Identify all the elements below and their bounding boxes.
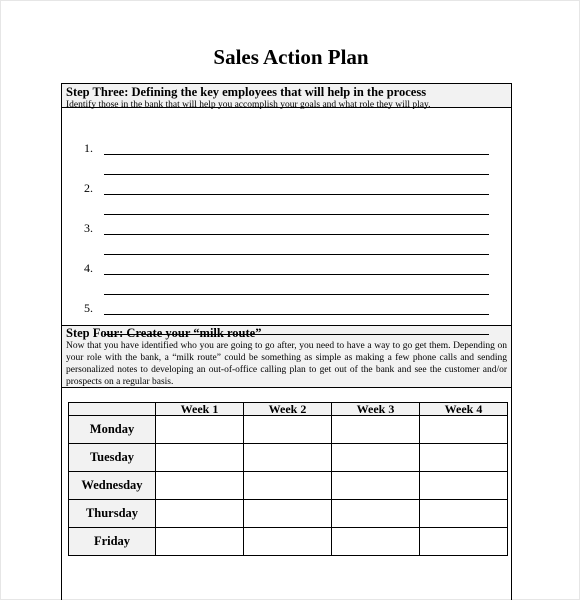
write-line[interactable] (104, 214, 489, 215)
step-three-header (62, 84, 511, 108)
write-line[interactable] (104, 194, 489, 195)
schedule-cell[interactable] (244, 444, 332, 472)
table-row (69, 500, 508, 528)
step-three-description: Identify those in the bank that will help you accomplish your goals and what role they will play. (66, 100, 431, 110)
line-number: 3. (84, 221, 93, 235)
corner-cell (69, 403, 156, 416)
schedule-cell[interactable] (156, 472, 244, 500)
schedule-cell[interactable] (244, 500, 332, 528)
column-header-week-2: Week 2 (244, 403, 332, 416)
table-row (69, 416, 508, 444)
schedule-cell[interactable] (156, 500, 244, 528)
employee-lines (62, 108, 511, 326)
row-label-tuesday: Tuesday (69, 444, 156, 472)
action-plan-form (61, 83, 512, 600)
table-header-row (69, 403, 508, 416)
schedule-cell[interactable] (332, 528, 420, 556)
schedule-cell[interactable] (420, 472, 508, 500)
schedule-cell[interactable] (244, 472, 332, 500)
step-four-header (62, 326, 511, 388)
write-line[interactable] (104, 154, 489, 155)
step-three-heading: Step Three: Defining the key employees that will help in the process (66, 85, 427, 99)
row-label-friday: Friday (69, 528, 156, 556)
column-header-week-3: Week 3 (332, 403, 420, 416)
row-label-monday: Monday (69, 416, 156, 444)
write-line[interactable] (104, 334, 489, 335)
schedule-area (62, 388, 511, 600)
schedule-cell[interactable] (332, 500, 420, 528)
write-line[interactable] (104, 174, 489, 175)
schedule-cell[interactable] (332, 472, 420, 500)
line-number: 1. (84, 141, 93, 155)
line-number: 5. (84, 301, 93, 315)
line-number: 4. (84, 261, 93, 275)
write-line[interactable] (104, 234, 489, 235)
schedule-cell[interactable] (156, 444, 244, 472)
step-four-heading: Step Four: Create your “milk route” (66, 326, 262, 340)
schedule-cell[interactable] (156, 416, 244, 444)
write-line[interactable] (104, 274, 489, 275)
write-line[interactable] (104, 254, 489, 255)
weekly-schedule-table (68, 402, 508, 556)
schedule-cell[interactable] (244, 528, 332, 556)
schedule-cell[interactable] (156, 528, 244, 556)
column-header-week-1: Week 1 (156, 403, 244, 416)
row-label-thursday: Thursday (69, 500, 156, 528)
column-header-week-4: Week 4 (420, 403, 508, 416)
write-line[interactable] (104, 314, 489, 315)
table-row (69, 528, 508, 556)
step-four-description: Now that you have identified who you are going to go after, you need to have a way to go get them. Depending on your role with the bank, a “milk route” could be something as simple as making a few phone calls and sending personalized notes to developing an out-of-office calling plan to get out of the bank and see the customer and/or prospects on a regular basis. (66, 341, 507, 387)
page-title: Sales Action Plan (213, 45, 369, 69)
schedule-cell[interactable] (420, 444, 508, 472)
line-number: 2. (84, 181, 93, 195)
table-row (69, 444, 508, 472)
schedule-cell[interactable] (420, 416, 508, 444)
schedule-cell[interactable] (332, 416, 420, 444)
schedule-cell[interactable] (420, 528, 508, 556)
write-line[interactable] (104, 294, 489, 295)
row-label-wednesday: Wednesday (69, 472, 156, 500)
table-row (69, 472, 508, 500)
schedule-cell[interactable] (244, 416, 332, 444)
schedule-cell[interactable] (332, 444, 420, 472)
schedule-cell[interactable] (420, 500, 508, 528)
